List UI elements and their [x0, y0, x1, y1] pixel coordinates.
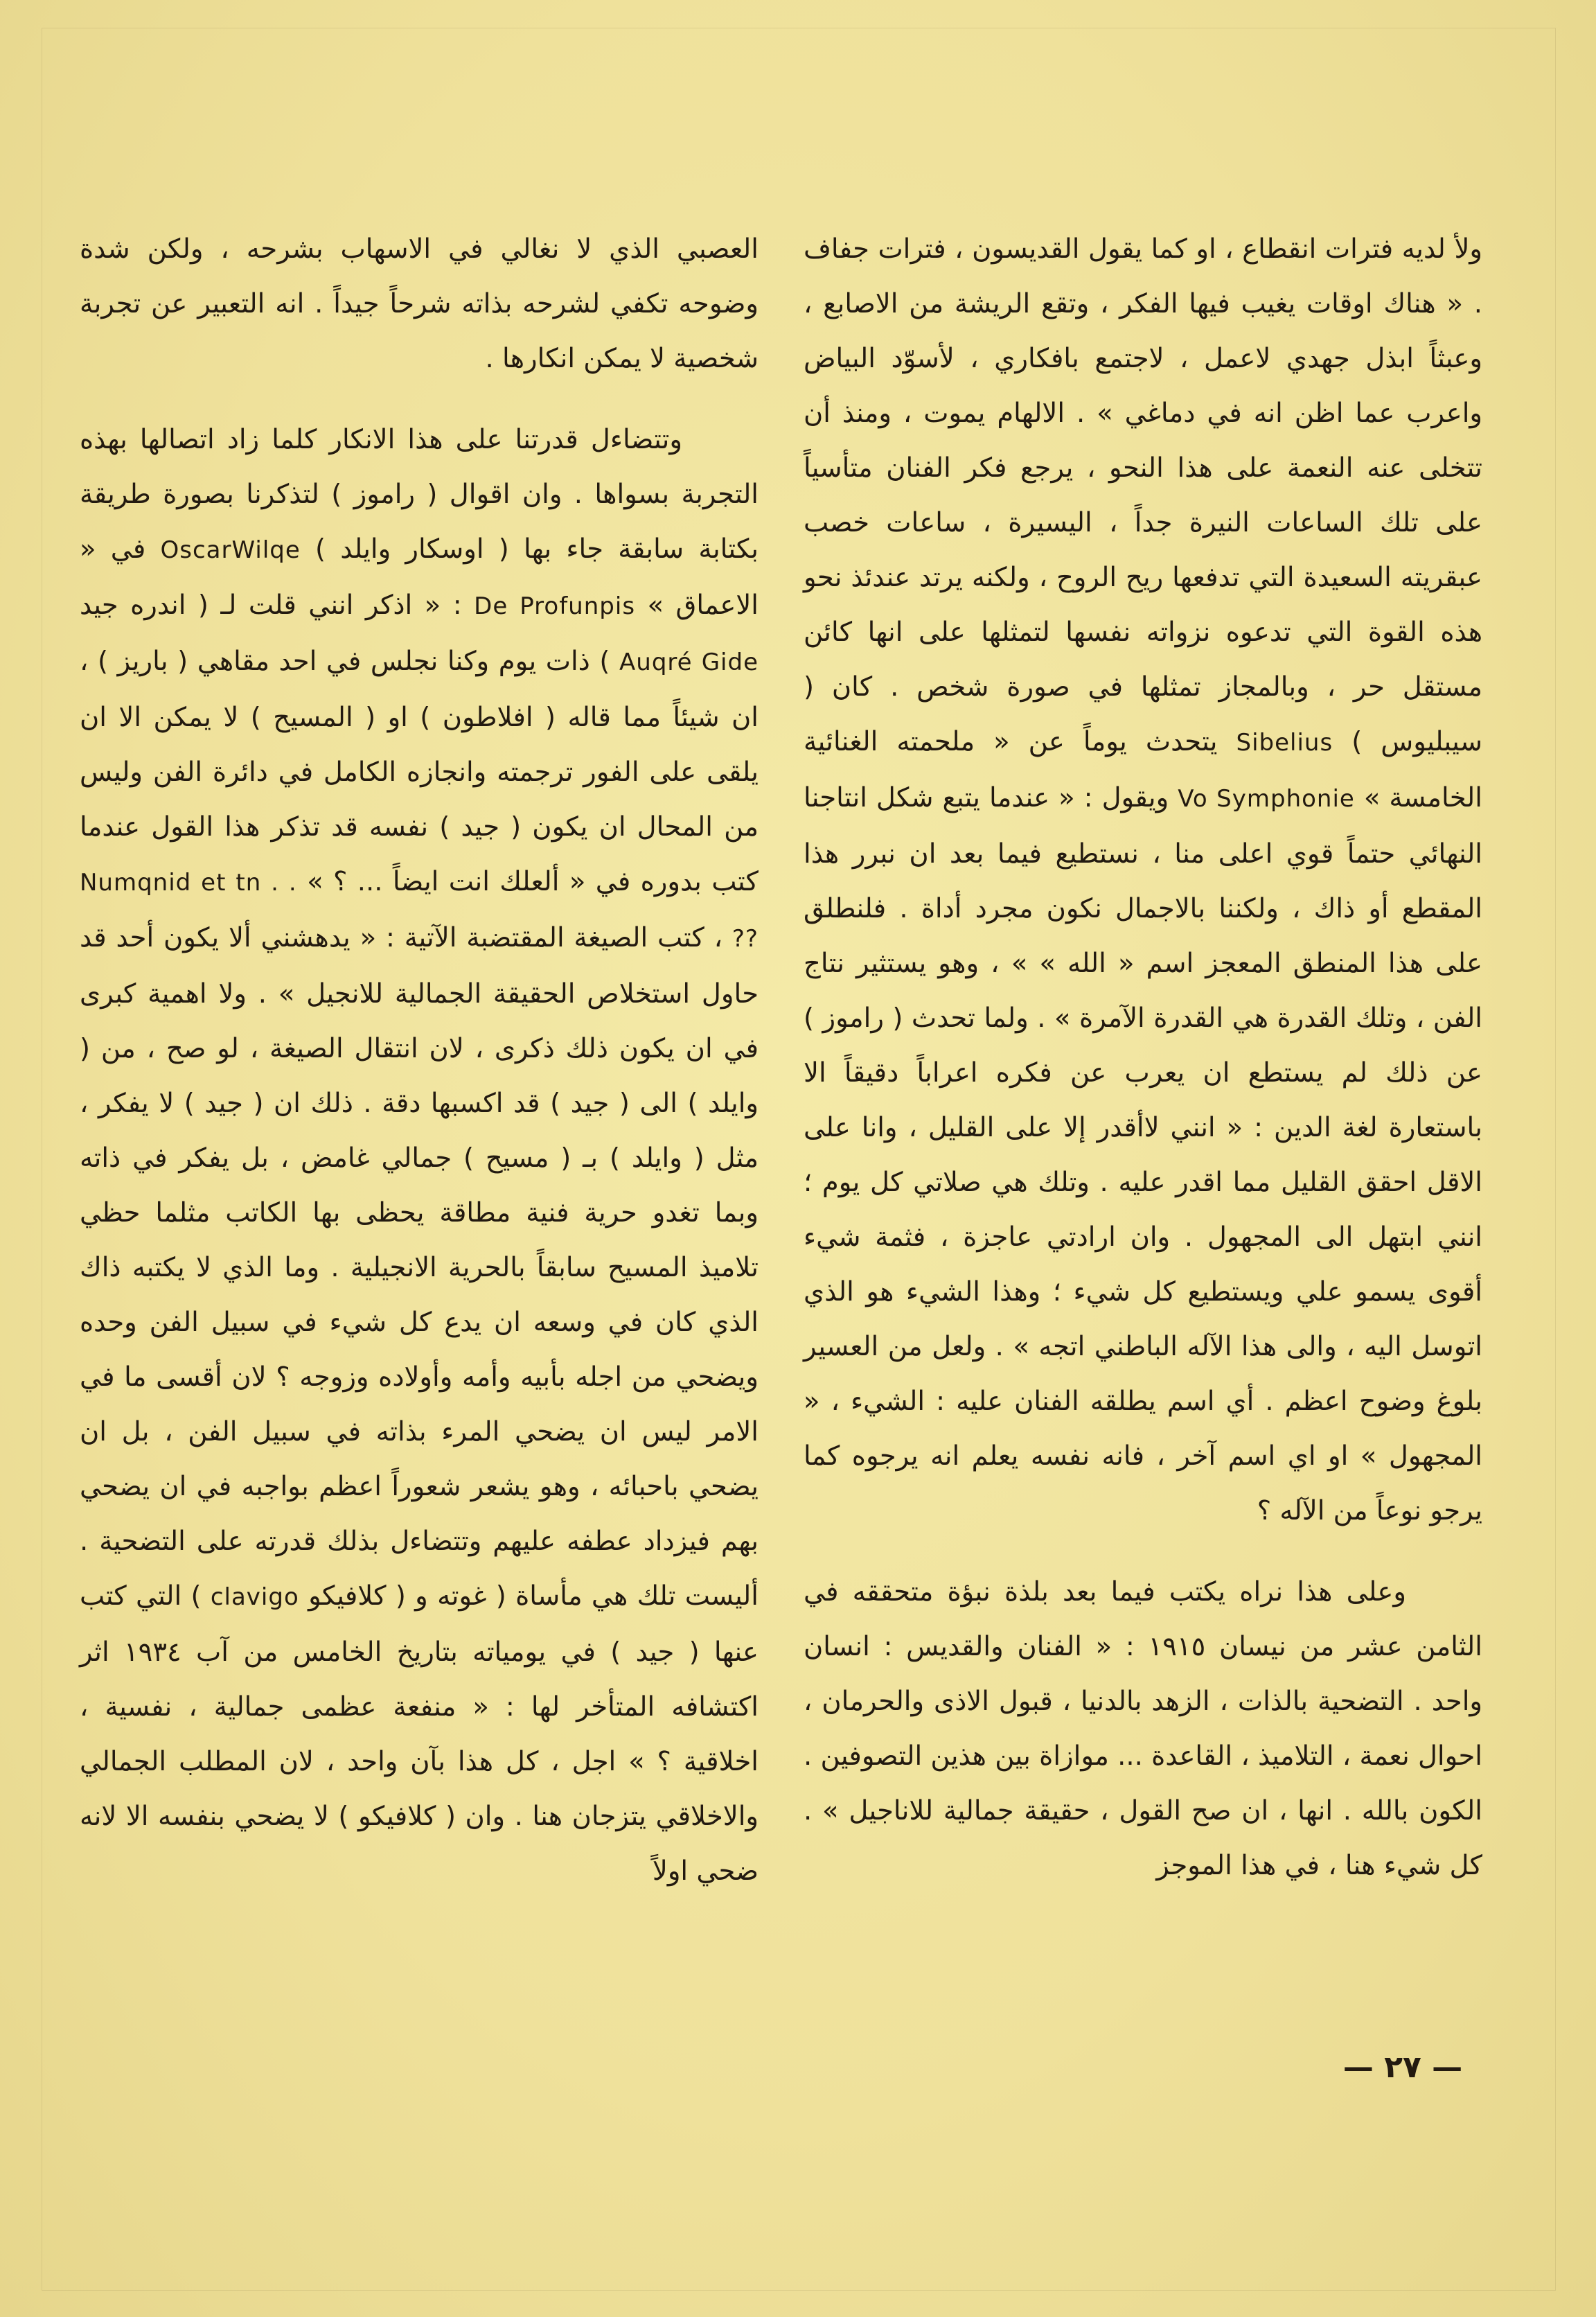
latin-term-de-profundis: De Profunpis	[474, 592, 636, 620]
page-number: — ٢٧ —	[1342, 2050, 1463, 2085]
left-paragraph-1: العصبي الذي لا نغالي في الاسهاب بشرحه ، ولكن شدة وضوحه تكفي لشرحه بذاته شرحاً جيداً . انه التعبير عن تجربة شخصية لا يمكن انكارها .	[80, 234, 759, 374]
right-p1-text-c: ويقول : « عندما يتبع شكل انتاجنا النهائي حتماً قوي اعلى منا ، نستطيع فيما بعد ان نبرر هذا المقطع أو ذاك ، ولكننا بالاجمال نكون مجرد أداة . فلنطلق على هذا المنطق المعجز اسم « الله » » ، وهو يستثير نتاج الفن ، وتلك القدرة هي القدرة الآمرة » . ولما تحدث ( راموز ) عن ذلك لم يستطع ان يعرب عن فكره اعراباً دقيقاً الا باستعارة لغة الدين : « انني لاأقدر إلا على القليل ، وانا على الاقل احقق القليل مما اقدر عليه . وتلك هي صلاتي كل يوم ؛ انني ابتهل الى المجهول . وان ارادتي عاجزة ، فثمة شيء أقوى يسمو علي ويستطيع كل شيء ؛ وهذا الشيء هو الذي اتوسل اليه ، والى هذا الآله الباطني اتجه » . ولعل من العسير بلوغ وضوح اعظم . أي اسم يطلقه الفنان عليه : الشيء ، « المجهول » او اي اسم آخر ، فانه نفسه يعلم انه يرجوه كما يرجو نوعاً من الآله ؟	[804, 782, 1482, 1526]
left-p2-text-f: ) التي كتب عنها ( جيد ) في يومياته بتاريخ الخامس من آب ١٩٣٤ اثر اكتشافه المتأخر لها : « منفعة عظمى جمالية ، نفسية ، اخلاقية ؟ » اجل ، كل هذا بآن واحد ، لان المطلب الجمالي والاخلاقي يتزجان هنا . وان ( كلافيكو ) لا يضحي بنفسه الا لانه ضحي اولاً	[80, 1580, 759, 1887]
right-p1-text-b: يتحدث يوماً عن « ملحمته الغنائية الخامسة »	[804, 726, 1482, 813]
right-p1-text-a: ولأ لديه فترات انقطاع ، او كما يقول القديسون ، فترات جفاف . « هناك اوقات يغيب فيها الفكر ، وتقع الريشة من الاصابع ، وعبثاً ابذل جهدي لاعمل ، لاجتمع بافكاري ، لأسوّد البياض واعرب عما اظن انه في دماغي » . الالهام يموت ، ومنذ أن تتخلى عنه النعمة على هذا النحو ، يرجع فكر الفنان متأسياً على تلك الساعات النيرة جداً ، اليسيرة ، ساعات خصب عبقريته السعيدة التي تدفعها ريح الروح ، ولكنه يرتد عندئذ نحو هذه القوة التي تدعوه نزواته نفسها لتمثلها على انها كائن مستقل حر ، وبالمجاز تمثلها في صورة شخص . كان ( سيبليوس )	[804, 234, 1482, 757]
left-column	[80, 222, 759, 1898]
right-paragraph-2: وعلى هذا نراه يكتب فيما بعد بلذة نبؤة متحققه في الثامن عشر من نيسان ١٩١٥ : « الفنان والقديس : انسان واحد . التضحية بالذات ، الزهد بالدنيا ، قبول الاذى والحرمان ، احوال نعمة ، التلاميذ ، القاعدة ... موازاة بين هذين التصوفين . الكون بالله . انها ، ان صح القول ، حقيقة جمالية للاناجيل » . كل شيء هنا ، في هذا الموجز	[804, 1576, 1482, 1881]
right-paragraph-1	[804, 222, 1482, 1538]
right-column	[804, 222, 1482, 1893]
latin-term-sibelius: Sibelius	[1236, 729, 1333, 757]
left-p2-text-a: وتتضاءل قدرتنا على هذا الانكار كلما زاد اتصالها بهذه التجربة بسواها . وان اقوال ( راموز ) لتذكرنا بصورة طريقة بكتابة سابقة جاء بها ( اوسكار وايلد )	[80, 424, 759, 565]
latin-term-andre-gide: Auqré Gide	[619, 649, 759, 676]
left-p2-text-e: ، كتب الصيغة المقتضبة الآتية : « يدهشني ألا يكون أحد قد حاول استخلاص الحقيقة الجمالية للانجيل » . ولا اهمية كبرى في ان يكون ذلك ذكرى ، لان انتقال الصيغة ، لو صح ، من ( وايلد ) الى ( جيد ) قد اكسبها دقة . ذلك ان ( جيد ) لا يفكر ، مثل ( وايلد ) بـ ( مسيح ) جمالي غامض ، بل يفكر في ذاته وبما تغدو حرية فنية مطاقة يحظى بها الكاتب مثلما حظي تلاميذ المسيح سابقاً بالحرية الانجيلية . وما الذي لا يكتبه ذاك الذي كان في وسعه ان يدع كل شيء في سبيل الفن وحده ويضحي من اجله بأبيه وأمه وأولاده وزوجه ؟ لان أقسى ما في الامر ليس ان يضحي المرء بذاته في سبيل الفن ، بل ان يضحي باحبائه ، وهو يشعر شعوراً اعظم بواجبه في ان يضحي بهم فيزداد عطفه عليهم وتتضاءل بذلك قدرته على التضحية . أليست تلك هي مأساة ( غوته و ( كلافيكو	[80, 922, 759, 1612]
left-paragraph-2	[80, 412, 759, 1898]
latin-term-clavigo: clavigo	[210, 1583, 299, 1611]
left-p2-text-b: في « الاعماق »	[80, 534, 759, 621]
latin-term-numquid: Numqnid et tn . . ??	[80, 869, 759, 953]
left-p2-text-c: : « اذكر انني قلت لـ ( اندره جيد	[80, 590, 462, 621]
latin-term-symphonie: Vo Symphonie	[1178, 785, 1355, 813]
left-p2-text-d: ) ذات يوم وكنا نجلس في احد مقاهي ( باريز ) ، ان شيئاً مما قاله ( افلاطون ) او ( المسيح ) لا يمكن الا ان يلقى على الفور ترجمته وانجازه الكامل في دائرة الفن وليس من المحال ان يكون ( جيد ) نفسه قد تذكر هذا القول عندما كتب بدوره في « ألعلك انت ايضاً ... ؟ »	[80, 646, 759, 897]
latin-term-oscar-wilde: OscarWilqe	[160, 536, 301, 564]
